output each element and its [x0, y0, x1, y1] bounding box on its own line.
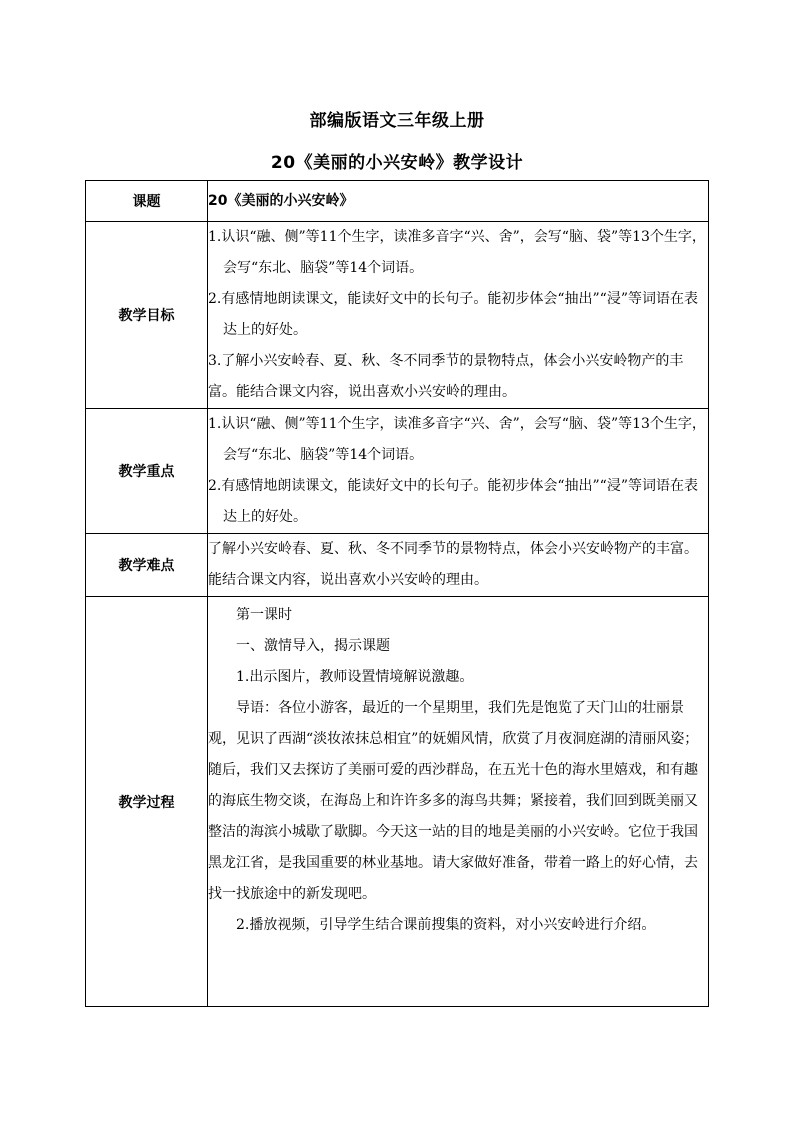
- key-points-label: 教学重点: [86, 409, 208, 534]
- table-row-key-points: [86, 409, 709, 534]
- process-paragraph: 第一课时: [236, 607, 292, 623]
- table-row-goals: [86, 222, 709, 409]
- key-point-item: 1.认识“融、侧”等11个生字，读准多音字“兴、舍”，会写“脑、袋”等13个生字，会写“东北、脑袋”等14个词语。: [208, 416, 706, 463]
- document-subtitle: 20《美丽的小兴安岭》教学设计: [270, 153, 524, 173]
- table-row-difficulties: [86, 534, 709, 597]
- goals-content: [208, 222, 709, 409]
- table-row-course: [86, 181, 709, 222]
- course-label: 课题: [86, 181, 208, 222]
- process-paragraph: 1.出示图片，教师设置情境解说激趣。: [236, 669, 474, 685]
- goal-item: 1.认识“融、侧”等11个生字，读准多音字“兴、舍”，会写“脑、袋”等13个生字，会写“东北、脑袋”等14个词语。: [208, 229, 706, 276]
- process-paragraph: 导语：各位小游客，最近的一个星期里，我们先是饱览了天门山的壮丽景观，见识了西湖“淡妆浓抹总相宜”的妩媚风情，欣赏了月夜洞庭湖的清丽风姿；随后，我们又去探访了美丽可爱的西沙群岛，在五光十色的海水里嬉戏，和有趣的海底生物交谈，在海岛上和许许多多的海鸟共舞；紧接着，我们回到既美丽又整洁的海滨小城歇了歇脚。今天这一站的目的地是美丽的小兴安岭。它位于我国黑龙江省，是我国重要的林业基地。请大家做好准备，带着一路上的好心情，去找一找旅途中的新发现吧。: [208, 700, 699, 902]
- process-label: 教学过程: [86, 597, 208, 1007]
- process-content: [208, 597, 709, 1007]
- document-title: 部编版语文三年级上册: [309, 111, 485, 131]
- key-point-item: 2.有感情地朗读课文，能读好文中的长句子。能初步体会“抽出”“浸”等词语在表达上的好处。: [208, 478, 698, 525]
- difficulties-content: [208, 534, 709, 597]
- process-paragraph: 2.播放视频，引导学生结合课前搜集的资料，对小兴安岭进行介绍。: [236, 917, 656, 933]
- difficulties-label: 教学难点: [86, 534, 208, 597]
- process-paragraph: 一、激情导入，揭示课题: [236, 638, 390, 654]
- course-value: 20《美丽的小兴安岭》: [208, 181, 709, 222]
- lesson-plan-table: [85, 180, 709, 1007]
- goal-item: 3.了解小兴安岭春、夏、秋、冬不同季节的景物特点，体会小兴安岭物产的丰富。能结合课文内容，说出喜欢小兴安岭的理由。: [208, 353, 684, 400]
- difficulties-text: 了解小兴安岭春、夏、秋、冬不同季节的景物特点，体会小兴安岭物产的丰富。能结合课文内容，说出喜欢小兴安岭的理由。: [208, 541, 698, 588]
- key-points-content: [208, 409, 709, 534]
- table-row-process: [86, 597, 709, 1007]
- goals-label: 教学目标: [86, 222, 208, 409]
- goal-item: 2.有感情地朗读课文，能读好文中的长句子。能初步体会“抽出”“浸”等词语在表达上的好处。: [208, 291, 698, 338]
